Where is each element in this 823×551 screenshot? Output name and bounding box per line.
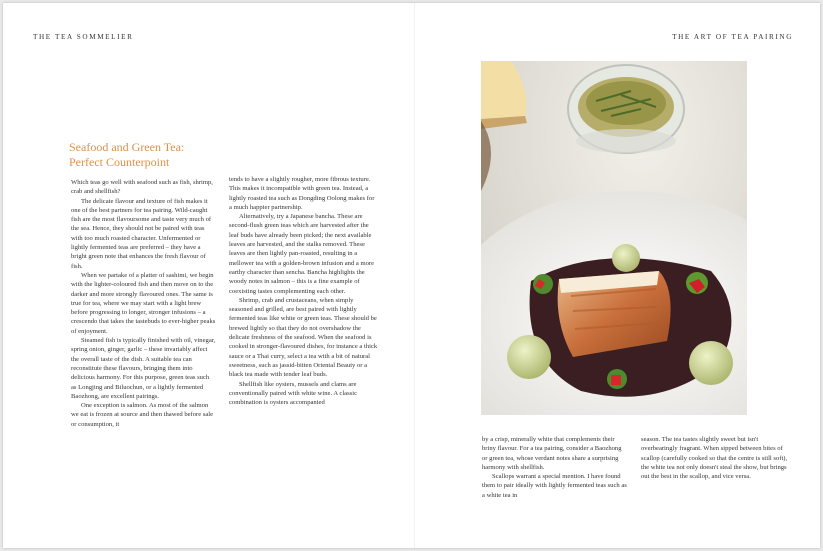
paragraph: Which teas go well with seafood such as fish, shrimp, crab and shellfish?	[71, 179, 213, 196]
article-title	[69, 140, 229, 170]
paragraph: tends to have a slightly rougher, more fibrous texture. This makes it incompatible with green tea. Instead, a lightly roasted tea such as Dongding Oolong makes for a much happier partnership.	[229, 176, 375, 211]
running-header-right: THE ART OF TEA PAIRING	[672, 33, 793, 41]
text-column-4	[641, 435, 789, 481]
paragraph: One exception is salmon. As most of the salmon we eat is frozen at source and then thawed before sale or consumption, it	[71, 402, 214, 428]
running-header-left: THE TEA SOMMELIER	[33, 33, 134, 41]
paragraph: Shrimp, crab and crustaceans, when simply seasoned and grilled, are best paired with lightly fermented teas like white or green teas. These should be brewed lightly so that they do not overshadow the delicate freshness of the seafood. When the seafood is cooked in stronger-flavoured dishes, for instance a thick sauce or a Thai curry, select a tea with a bit of natural sweetness, such as jassid-bitten Oriental Beauty or a black tea made with tender leaf buds.	[229, 296, 378, 379]
paragraph: Steamed fish is typically finished with oil, vinegar, spring onion, ginger, garlic – these invariably affect the overall taste of the dish. A suitable tea can reconstitute these flavours, bringing them into delicious harmony. For this purpose, green teas such as Longjing and Biluochun, or a lightly fermented Baozhong, are excellent pairings.	[71, 337, 216, 400]
paragraph: Alternatively, try a Japanese bancha. These are second-flush green teas which are harvested after the leaf buds have already been picked; the next available leaves are harvested, and the stalks removed. These leaves are then lightly pan-roasted, resulting in a mellower tea with a golden-brown infusion and a more earthy character than sencha. Bancha highlights the woody notes in salmon – this is a fine example of coexisting tastes complementing each other.	[229, 213, 375, 295]
article-title-line-2: Perfect Counterpoint	[69, 155, 170, 169]
paragraph: The delicate flavour and texture of fish makes it one of the best partners for tea pairing. Wild-caught fish are the most flavoursome and taste very much of the sea. Hence, they should not be paired with teas with too much roasted character. Unfermented or lightly fermented teas are preferred – they have a bright green note that enhances the fresh flavour of fish.	[71, 197, 212, 270]
paragraph: When we partake of a platter of sashimi, we begin with the lighter-coloured fish and then move on to the darker and more strongly flavoured ones. The same is true for tea, where we may start with a light brew before progressing to longer, stronger infusions – a crescendo that takes the tastebuds to ever-higher peaks of enjoyment.	[71, 271, 216, 335]
page-gutter	[414, 3, 415, 548]
paragraph: Scallops warrant a special mention. I have found them to pair ideally with lightly fermented teas such as a white tea in	[482, 473, 627, 499]
book-spread	[3, 3, 820, 548]
text-column-2	[229, 175, 378, 407]
article-title-line-1: Seafood and Green Tea:	[69, 140, 185, 154]
text-column-3	[482, 435, 628, 500]
paragraph: Shellfish like oysters, mussels and clams are conventionally paired with white wine. A classic combination is oysters accompanied	[229, 380, 357, 407]
dish-photo	[481, 61, 747, 415]
paragraph: by a crisp, minerally white that complements their briny flavour. For a tea pairing, consider a Baozhong or green tea, whose verdant notes share a surprising harmony with shellfish.	[482, 436, 622, 471]
text-column-1	[71, 178, 216, 429]
paragraph: season. The tea tastes slightly sweet but isn't overbearingly fragrant. When sipped between bites of scallop (carefully cooked so that the centre is still soft), the white tea not only doesn't steal the show, but brings out the best in the scallop, and vice versa.	[641, 436, 788, 481]
dish-photo-illustration	[481, 61, 747, 415]
